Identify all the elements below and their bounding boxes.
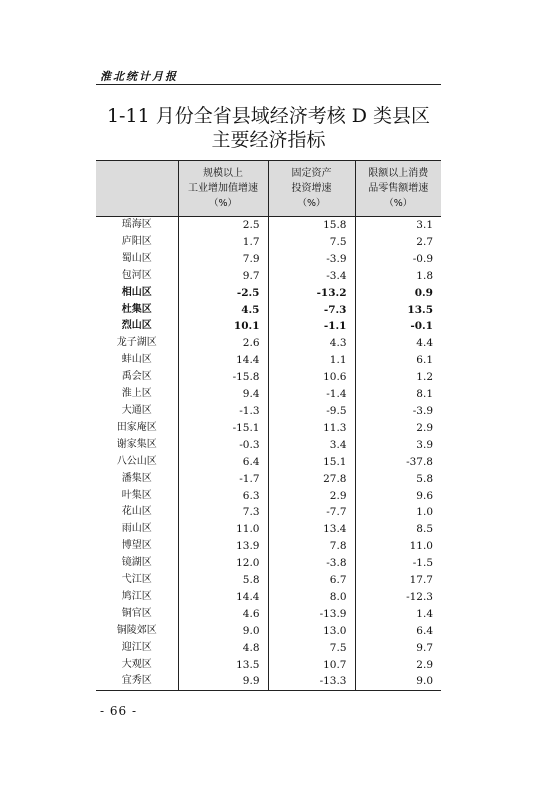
page-number: - 66 -: [100, 704, 138, 718]
investment-growth-cell: -3.8: [268, 555, 355, 572]
county-name-cell: 谢家集区: [116, 438, 157, 450]
industrial-growth-cell: -1.7: [178, 471, 268, 488]
table-row: [96, 437, 441, 454]
county-name-cell: 蜀山区: [121, 252, 152, 264]
retail-growth-cell: -12.3: [355, 589, 441, 606]
county-name-cell: 雨山区: [121, 523, 152, 535]
retail-growth-cell: 9.0: [355, 673, 441, 690]
investment-growth-cell: 3.4: [268, 437, 355, 454]
industrial-growth-cell: 10.1: [178, 318, 268, 335]
retail-growth-cell: 11.0: [355, 538, 441, 555]
investment-growth-cell: 8.0: [268, 589, 355, 606]
table-row: [96, 623, 441, 640]
retail-growth-cell: 9.6: [355, 488, 441, 505]
table-row: [96, 285, 441, 302]
retail-growth-cell: 4.4: [355, 335, 441, 352]
industrial-growth-cell: 7.3: [178, 504, 268, 521]
industrial-growth-cell: 4.5: [178, 302, 268, 319]
investment-growth-cell: -1.1: [268, 318, 355, 335]
industrial-growth-cell: 2.5: [178, 217, 268, 234]
investment-growth-cell: 15.1: [268, 454, 355, 471]
retail-growth-cell: 8.5: [355, 521, 441, 538]
header-county: [96, 161, 178, 217]
table-row: [96, 521, 441, 538]
county-name-cell: 大观区: [121, 658, 152, 670]
investment-growth-cell: 15.8: [268, 217, 355, 234]
retail-growth-cell: 1.2: [355, 369, 441, 386]
investment-growth-cell: 10.6: [268, 369, 355, 386]
investment-growth-cell: 7.5: [268, 640, 355, 657]
retail-growth-cell: -1.5: [355, 555, 441, 572]
industrial-growth-cell: 14.4: [178, 352, 268, 369]
industrial-growth-cell: -0.3: [178, 437, 268, 454]
county-name-cell: 叶集区: [121, 489, 152, 501]
industrial-growth-cell: 9.9: [178, 673, 268, 690]
industrial-growth-cell: 9.4: [178, 386, 268, 403]
table-row: [96, 572, 441, 589]
retail-growth-cell: -0.1: [355, 318, 441, 335]
retail-growth-cell: 8.1: [355, 386, 441, 403]
investment-growth-cell: 13.0: [268, 623, 355, 640]
retail-growth-cell: -3.9: [355, 403, 441, 420]
investment-growth-cell: 13.4: [268, 521, 355, 538]
industrial-growth-cell: 1.7: [178, 234, 268, 251]
table-row: [96, 352, 441, 369]
investment-growth-cell: -3.9: [268, 251, 355, 268]
county-name-cell: 龙子湖区: [116, 337, 157, 349]
table-row: [96, 555, 441, 572]
retail-growth-cell: 2.9: [355, 657, 441, 674]
county-name-cell: 大通区: [121, 404, 152, 416]
county-name-cell: 八公山区: [116, 455, 157, 467]
table-header-row: [96, 161, 441, 217]
investment-growth-cell: 4.3: [268, 335, 355, 352]
county-name-cell: 镜湖区: [121, 557, 152, 569]
retail-growth-cell: 6.1: [355, 352, 441, 369]
county-name-cell: 潘集区: [121, 472, 152, 484]
county-name-cell: 宜秀区: [96, 673, 178, 690]
retail-growth-cell: 5.8: [355, 471, 441, 488]
table-row: [96, 234, 441, 251]
investment-growth-cell: -9.5: [268, 403, 355, 420]
county-name-cell: 瑶海区: [121, 219, 152, 230]
county-name-cell: 迎江区: [121, 641, 152, 653]
investment-growth-cell: -13.2: [268, 285, 355, 302]
industrial-growth-cell: 2.6: [178, 335, 268, 352]
table-row: [96, 454, 441, 471]
county-name-cell: 蚌山区: [121, 354, 152, 366]
industrial-growth-cell: -15.1: [178, 420, 268, 437]
table-row: [96, 251, 441, 268]
table-row: [96, 606, 441, 623]
industrial-growth-cell: -1.3: [178, 403, 268, 420]
page-subtitle: 主要经济指标: [211, 129, 326, 151]
investment-growth-cell: -13.3: [268, 673, 355, 690]
industrial-growth-cell: 6.4: [178, 454, 268, 471]
industrial-growth-cell: 5.8: [178, 572, 268, 589]
retail-growth-cell: 3.9: [355, 437, 441, 454]
table-row: [96, 471, 441, 488]
investment-growth-cell: -7.3: [268, 302, 355, 319]
retail-growth-cell: 0.9: [355, 285, 441, 302]
investment-growth-cell: 7.5: [268, 234, 355, 251]
table-row: [96, 386, 441, 403]
industrial-growth-cell: 9.7: [178, 268, 268, 285]
indicator-table: [96, 160, 441, 691]
header-retail-growth: 限额以上消费 品零售额增速 （%）: [355, 161, 441, 217]
industrial-growth-cell: 11.0: [178, 521, 268, 538]
retail-growth-cell: 1.8: [355, 268, 441, 285]
county-name-cell: 庐阳区: [121, 235, 152, 247]
investment-growth-cell: 11.3: [268, 420, 355, 437]
retail-growth-cell: 2.9: [355, 420, 441, 437]
county-name-cell: 田家庵区: [116, 421, 157, 433]
retail-growth-cell: -0.9: [355, 251, 441, 268]
retail-growth-cell: 3.1: [355, 217, 441, 234]
county-name-cell: 包河区: [121, 269, 152, 281]
retail-growth-cell: -37.8: [355, 454, 441, 471]
industrial-growth-cell: -2.5: [178, 285, 268, 302]
investment-growth-cell: -3.4: [268, 268, 355, 285]
investment-growth-cell: 27.8: [268, 471, 355, 488]
industrial-growth-cell: 12.0: [178, 555, 268, 572]
retail-growth-cell: 1.0: [355, 504, 441, 521]
investment-growth-cell: -1.4: [268, 386, 355, 403]
table-row: [96, 403, 441, 420]
table-row: [96, 302, 441, 319]
retail-growth-cell: 1.4: [355, 606, 441, 623]
table-row: [96, 217, 441, 234]
industrial-growth-cell: 9.0: [178, 623, 268, 640]
retail-growth-cell: 2.7: [355, 234, 441, 251]
retail-growth-cell: 13.5: [355, 302, 441, 319]
industrial-growth-cell: 13.5: [178, 657, 268, 674]
county-name-cell: 相山区: [121, 286, 152, 298]
industrial-growth-cell: 7.9: [178, 251, 268, 268]
industrial-growth-cell: 6.3: [178, 488, 268, 505]
investment-growth-cell: 10.7: [268, 657, 355, 674]
table-row: [96, 657, 441, 674]
retail-growth-cell: 6.4: [355, 623, 441, 640]
retail-growth-cell: 9.7: [355, 640, 441, 657]
table-row: [96, 268, 441, 285]
county-name-cell: 铜官区: [121, 607, 152, 619]
table-row: [96, 420, 441, 437]
investment-growth-cell: 1.1: [268, 352, 355, 369]
county-name-cell: 鸠江区: [121, 590, 152, 602]
table-row: [96, 673, 441, 690]
table-row: [96, 335, 441, 352]
header-investment-growth: 固定资产 投资增速 （%）: [268, 161, 355, 217]
investment-growth-cell: -13.9: [268, 606, 355, 623]
table-body: [96, 217, 441, 691]
table-row: [96, 488, 441, 505]
retail-growth-cell: 17.7: [355, 572, 441, 589]
table-row: [96, 318, 441, 335]
industrial-growth-cell: 14.4: [178, 589, 268, 606]
header-industrial-growth: 规模以上 工业增加值增速 （%）: [178, 161, 268, 217]
industrial-growth-cell: -15.8: [178, 369, 268, 386]
investment-growth-cell: 7.8: [268, 538, 355, 555]
investment-growth-cell: 6.7: [268, 572, 355, 589]
county-name-cell: 博望区: [121, 540, 152, 552]
header-rule: [96, 84, 441, 85]
table-row: [96, 538, 441, 555]
county-name-cell: 烈山区: [121, 320, 152, 332]
county-name-cell: 禹会区: [121, 371, 152, 383]
publication-header: 淮北统计月报: [100, 70, 178, 83]
county-name-cell: 花山区: [121, 506, 152, 518]
table-row: [96, 589, 441, 606]
industrial-growth-cell: 13.9: [178, 538, 268, 555]
investment-growth-cell: -7.7: [268, 504, 355, 521]
county-name-cell: 淮上区: [121, 388, 152, 400]
county-name-cell: 铜陵郊区: [116, 624, 157, 636]
table-row: [96, 369, 441, 386]
table-row: [96, 640, 441, 657]
investment-growth-cell: 2.9: [268, 488, 355, 505]
industrial-growth-cell: 4.6: [178, 606, 268, 623]
table-row: [96, 504, 441, 521]
industrial-growth-cell: 4.8: [178, 640, 268, 657]
page-title: 1-11 月份全省县域经济考核 D 类县区: [106, 105, 431, 127]
county-name-cell: 弋江区: [121, 574, 152, 586]
county-name-cell: 杜集区: [121, 303, 152, 315]
